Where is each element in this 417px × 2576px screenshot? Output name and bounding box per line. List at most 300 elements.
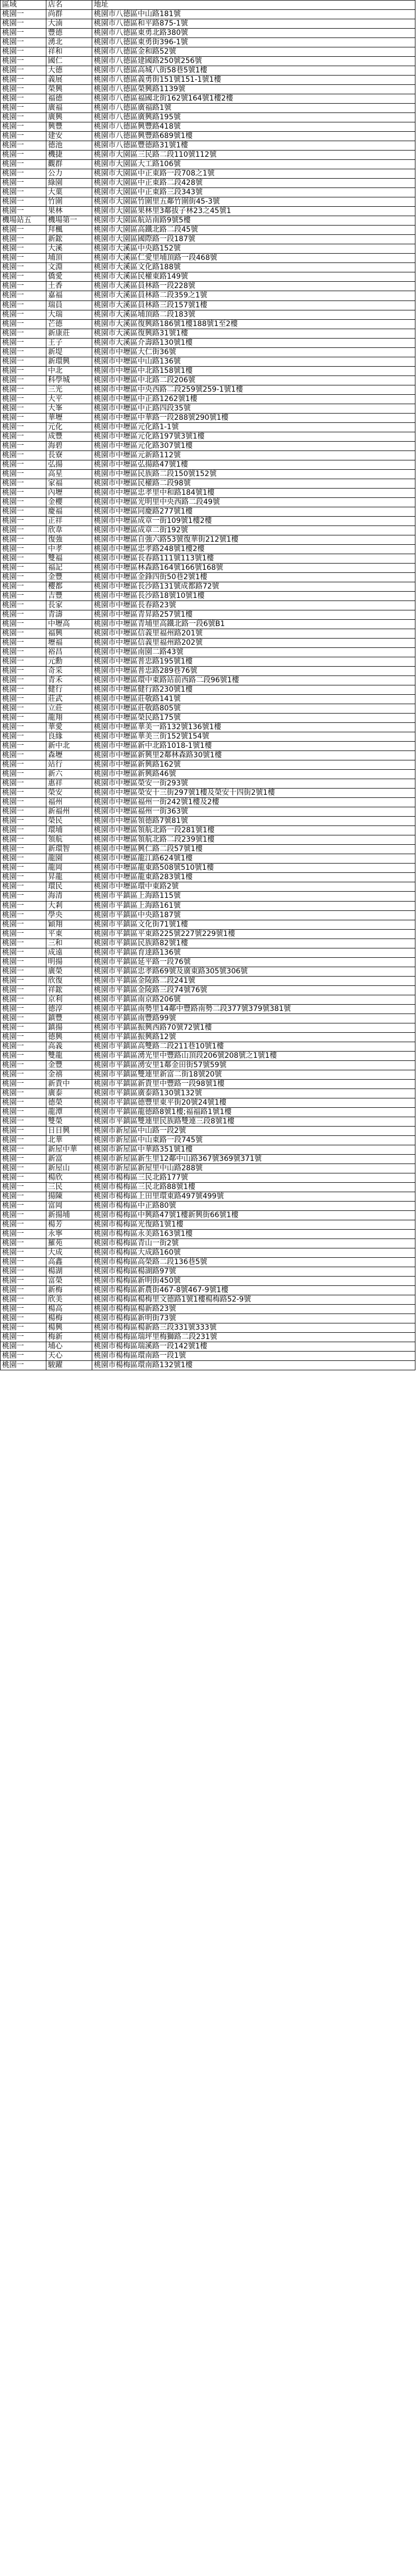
area-cell: 桃園一 — [1, 1361, 46, 1370]
store-name-cell: 福州 — [46, 798, 92, 807]
store-name-cell: 富岡 — [46, 1202, 92, 1211]
area-cell: 桃園一 — [1, 929, 46, 939]
store-name-cell: 科學城 — [46, 376, 92, 385]
table-row — [1, 685, 415, 695]
area-cell: 桃園一 — [1, 610, 46, 620]
address-cell: 桃園市楊梅區新明街450號 — [92, 1277, 415, 1286]
store-name-cell: 吉豐 — [46, 591, 92, 601]
address-cell: 桃園市楊梅區中興路47號1樓新興街66號1樓 — [92, 1211, 415, 1220]
table-row — [1, 892, 415, 901]
table-row — [1, 357, 415, 366]
store-name-cell: 成豐 — [46, 432, 92, 441]
store-name-cell: 慶福 — [46, 507, 92, 516]
table-row — [1, 639, 415, 648]
area-cell: 桃園一 — [1, 751, 46, 760]
address-cell: 桃園市新屋區中山東路一段745號 — [92, 1135, 415, 1145]
address-cell: 桃園市八德區興豐路689號1樓 — [92, 132, 415, 141]
address-cell: 桃園市中壢區信義里福州路201號 — [92, 629, 415, 639]
store-name-cell: 明揚 — [46, 957, 92, 967]
address-cell: 桃園市中壢區龍東路508號510號1樓 — [92, 864, 415, 873]
store-name-cell: 新六 — [46, 770, 92, 779]
store-name-cell: 觀群 — [46, 160, 92, 169]
area-cell: 桃園一 — [1, 385, 46, 394]
table-row — [1, 929, 415, 939]
address-cell: 桃園市大溪區中央路152號 — [92, 244, 415, 254]
area-cell: 桃園一 — [1, 798, 46, 807]
area-cell: 桃園一 — [1, 263, 46, 272]
store-name-cell: 大平 — [46, 394, 92, 404]
store-name-cell: 裕昌 — [46, 648, 92, 657]
address-cell: 桃園市中壢區興仁路二段57號1樓 — [92, 845, 415, 854]
table-row — [1, 1164, 415, 1173]
area-cell: 桃園一 — [1, 469, 46, 479]
table-row — [1, 310, 415, 319]
store-name-cell: 櫻都 — [46, 582, 92, 591]
store-name-cell: 德池 — [46, 141, 92, 151]
table-row — [1, 404, 415, 413]
table-row — [1, 1361, 415, 1370]
area-cell: 桃園一 — [1, 1239, 46, 1248]
table-row — [1, 1079, 415, 1089]
table-row — [1, 544, 415, 554]
address-cell: 桃園市中壢區普忠路289巷76號 — [92, 667, 415, 676]
area-cell: 桃園一 — [1, 760, 46, 770]
table-row — [1, 1267, 415, 1277]
address-cell: 桃園市大溪區復興路186號1樓188號1至2樓 — [92, 319, 415, 329]
area-cell: 桃園一 — [1, 629, 46, 639]
table-row — [1, 910, 415, 920]
address-cell: 桃園市中壢區龍江路624號1樓 — [92, 854, 415, 864]
store-name-cell: 嘉福 — [46, 291, 92, 301]
area-cell: 桃園一 — [1, 967, 46, 976]
table-row — [1, 113, 415, 122]
address-cell: 桃園市楊梅區環南路一段1號 — [92, 1352, 415, 1361]
address-cell: 桃園市中壢區中北路二段206號 — [92, 376, 415, 385]
address-cell: 桃園市中壢區榮安一街293號 — [92, 779, 415, 789]
table-row — [1, 563, 415, 572]
store-name-cell: 環埔 — [46, 826, 92, 835]
area-cell: 桃園一 — [1, 1089, 46, 1098]
area-cell: 桃園一 — [1, 1079, 46, 1089]
table-row — [1, 394, 415, 404]
address-cell: 桃園市大溪區埔頂路二段183號 — [92, 310, 415, 319]
address-cell: 桃園市中壢區健行路230號1樓 — [92, 685, 415, 695]
address-cell: 桃園市大溪區介壽路130號1樓 — [92, 338, 415, 347]
area-cell: 桃園一 — [1, 329, 46, 338]
table-row — [1, 516, 415, 526]
table-row — [1, 451, 415, 460]
address-cell: 桃園市楊梅區環南路132號1樓 — [92, 1361, 415, 1370]
address-cell: 桃園市中壢區林森路164號166號168號 — [92, 563, 415, 572]
store-name-cell: 王子 — [46, 338, 92, 347]
address-cell: 桃園市大溪區民權東路149號 — [92, 272, 415, 282]
store-name-cell: 國仁 — [46, 57, 92, 66]
address-cell: 桃園市中壢區元化路1-1號 — [92, 422, 415, 432]
area-cell: 桃園一 — [1, 1117, 46, 1126]
area-cell: 桃園一 — [1, 1154, 46, 1164]
address-cell: 桃園市大園區高鐵北路二段45號 — [92, 226, 415, 235]
store-name-cell: 三民 — [46, 1182, 92, 1192]
address-cell: 桃園市中壢區長沙路18號10號1樓 — [92, 591, 415, 601]
area-cell: 桃園一 — [1, 47, 46, 57]
area-cell: 桃園一 — [1, 845, 46, 854]
table-row — [1, 216, 415, 226]
store-name-cell: 新揚埔 — [46, 1211, 92, 1220]
table-row — [1, 760, 415, 770]
area-cell: 桃園一 — [1, 1042, 46, 1051]
area-cell: 桃園一 — [1, 1014, 46, 1023]
store-name-cell: 竹圍 — [46, 197, 92, 207]
store-name-cell: 楊興 — [46, 1323, 92, 1333]
area-cell: 桃園一 — [1, 94, 46, 104]
table-row — [1, 845, 415, 854]
area-cell: 桃園一 — [1, 104, 46, 113]
address-cell: 桃園市中壢區民族路二段150號152號 — [92, 469, 415, 479]
table-row — [1, 807, 415, 817]
address-cell: 桃園市大園區中正東路二段428號 — [92, 179, 415, 188]
area-cell: 桃園一 — [1, 1070, 46, 1079]
area-cell: 桃園一 — [1, 19, 46, 29]
area-cell: 桃園一 — [1, 939, 46, 948]
store-name-cell: 金櫻 — [46, 497, 92, 507]
table-row — [1, 779, 415, 789]
table-row — [1, 1182, 415, 1192]
store-name-cell: 壢福 — [46, 639, 92, 648]
address-cell: 桃園市楊梅區三民北路177號 — [92, 1173, 415, 1182]
area-cell: 桃園一 — [1, 1173, 46, 1182]
store-name-cell: 文淵 — [46, 263, 92, 272]
header-store-name: 店名 — [46, 1, 92, 10]
area-cell: 桃園一 — [1, 1352, 46, 1361]
table-row — [1, 1220, 415, 1230]
table-row — [1, 244, 415, 254]
table-row — [1, 1305, 415, 1314]
area-cell: 桃園一 — [1, 244, 46, 254]
store-name-cell: 廣泰 — [46, 1089, 92, 1098]
address-cell: 桃園市平鎮區振興西路70號72號1樓 — [92, 1023, 415, 1032]
table-row — [1, 1051, 415, 1060]
store-name-cell: 日日興 — [46, 1126, 92, 1135]
table-row — [1, 235, 415, 244]
table-row — [1, 657, 415, 667]
store-name-cell: 奇采 — [46, 667, 92, 676]
store-name-cell: 土香 — [46, 282, 92, 291]
store-name-cell: 福德 — [46, 94, 92, 104]
area-cell: 桃園一 — [1, 1286, 46, 1295]
table-row — [1, 132, 415, 141]
area-cell: 桃園一 — [1, 732, 46, 742]
table-row — [1, 948, 415, 957]
address-cell: 桃園市楊梅區瑞溪路一段142號1樓 — [92, 1342, 415, 1352]
store-name-cell: 中壢高 — [46, 620, 92, 629]
area-cell: 桃園一 — [1, 920, 46, 929]
store-name-cell: 龍岡 — [46, 864, 92, 873]
store-name-cell: 義展 — [46, 76, 92, 85]
area-cell: 桃園一 — [1, 122, 46, 132]
store-name-cell: 大菓 — [46, 188, 92, 197]
store-name-cell: 中北 — [46, 366, 92, 376]
address-cell: 桃園市平鎮區金陵路三段74號76號 — [92, 985, 415, 995]
table-row — [1, 526, 415, 535]
area-cell: 桃園一 — [1, 113, 46, 122]
area-cell: 桃園一 — [1, 1277, 46, 1286]
store-name-cell: 新梅 — [46, 1286, 92, 1295]
area-cell: 桃園一 — [1, 1060, 46, 1070]
area-cell: 桃園一 — [1, 319, 46, 329]
area-cell: 桃園一 — [1, 1164, 46, 1173]
area-cell: 桃園一 — [1, 366, 46, 376]
area-cell: 桃園一 — [1, 1107, 46, 1117]
address-cell: 桃園市楊梅區新明街73號 — [92, 1314, 415, 1323]
table-row — [1, 66, 415, 76]
table-row — [1, 864, 415, 873]
table-row — [1, 413, 415, 422]
table-row — [1, 291, 415, 301]
table-row — [1, 854, 415, 864]
area-cell: 桃園一 — [1, 742, 46, 751]
store-name-cell: 元化 — [46, 422, 92, 432]
table-row — [1, 1117, 415, 1126]
area-cell: 桃園一 — [1, 226, 46, 235]
address-cell: 桃園市中壢區中正路1262號1樓 — [92, 394, 415, 404]
area-cell: 桃園一 — [1, 723, 46, 732]
store-name-cell: 金禧 — [46, 1070, 92, 1079]
store-name-cell: 內壢 — [46, 488, 92, 497]
address-cell: 桃園市大溪區員林路三段157號1樓 — [92, 301, 415, 310]
address-cell: 桃園市中壢區青昇路257號1樓 — [92, 610, 415, 620]
area-cell: 桃園一 — [1, 38, 46, 47]
store-name-cell: 德榮 — [46, 1098, 92, 1107]
area-cell: 桃園一 — [1, 507, 46, 516]
table-row — [1, 376, 415, 385]
address-cell: 桃園市八德區高城八街58巷5號1樓 — [92, 66, 415, 76]
area-cell: 桃園一 — [1, 1305, 46, 1314]
store-name-cell: 鎮揚 — [46, 1023, 92, 1032]
table-row — [1, 751, 415, 760]
area-cell: 桃園一 — [1, 1295, 46, 1305]
area-cell: 桃園一 — [1, 1258, 46, 1267]
area-cell: 桃園一 — [1, 272, 46, 282]
address-cell: 桃園市八德區中山路181號 — [92, 10, 415, 19]
table-row — [1, 1173, 415, 1182]
store-name-cell: 海碧 — [46, 441, 92, 451]
store-name-cell: 華壢 — [46, 413, 92, 422]
table-row — [1, 882, 415, 892]
address-cell: 桃園市大溪區員林路二段359之1號 — [92, 291, 415, 301]
table-row — [1, 667, 415, 676]
address-cell: 桃園市中壢區中正路四段35號 — [92, 404, 415, 413]
table-row — [1, 272, 415, 282]
table-row — [1, 282, 415, 291]
table-row — [1, 122, 415, 132]
store-name-cell: 新福州 — [46, 807, 92, 817]
address-cell: 桃園市大園區大工路106號 — [92, 160, 415, 169]
store-name-cell: 正祥 — [46, 516, 92, 526]
area-cell: 桃園一 — [1, 995, 46, 1004]
area-cell: 桃園一 — [1, 460, 46, 469]
address-cell: 桃園市平鎮區延平路一段76號 — [92, 957, 415, 967]
table-row — [1, 151, 415, 160]
table-row — [1, 1286, 415, 1295]
address-cell: 桃園市楊梅區高榮路二段136巷5號 — [92, 1258, 415, 1267]
store-name-cell: 家福 — [46, 479, 92, 488]
address-cell: 桃園市楊梅區永美路163號1樓 — [92, 1230, 415, 1239]
address-cell: 桃園市中壢區新中北路1018-1號1樓 — [92, 742, 415, 751]
store-name-cell: 大瑞 — [46, 310, 92, 319]
area-cell: 桃園一 — [1, 1192, 46, 1201]
area-cell: 桃園一 — [1, 451, 46, 460]
area-cell: 桃園一 — [1, 770, 46, 779]
table-row — [1, 610, 415, 620]
area-cell: 桃園一 — [1, 714, 46, 723]
store-name-cell: 梅新 — [46, 1333, 92, 1342]
address-cell: 桃園市中壢區福州一街242號1樓及2樓 — [92, 798, 415, 807]
table-row — [1, 1089, 415, 1098]
address-cell: 桃園市八德區豐德路31號1樓 — [92, 141, 415, 151]
table-row — [1, 160, 415, 169]
area-cell: 桃園一 — [1, 620, 46, 629]
address-cell: 桃園市中壢區長春路111號113號1樓 — [92, 554, 415, 563]
address-cell: 桃園市中壢區領航北路二段239號1樓 — [92, 835, 415, 845]
store-name-cell: 榮安 — [46, 789, 92, 798]
store-name-cell: 大德 — [46, 66, 92, 76]
area-cell: 桃園一 — [1, 66, 46, 76]
table-row — [1, 535, 415, 544]
address-cell: 桃園市平鎮區忠孝路69號及廣東路305號306號 — [92, 967, 415, 976]
address-cell: 桃園市楊梅區楊湖路97號 — [92, 1267, 415, 1277]
area-cell: 桃園一 — [1, 132, 46, 141]
area-cell: 桃園一 — [1, 976, 46, 985]
table-row — [1, 601, 415, 610]
address-cell: 桃園市中壢區自強六路53號復華街212號1樓 — [92, 535, 415, 544]
area-cell: 桃園一 — [1, 254, 46, 263]
store-name-cell: 京利 — [46, 995, 92, 1004]
table-row — [1, 94, 415, 104]
store-name-cell: 富榮 — [46, 1277, 92, 1286]
store-name-cell: 羅苑 — [46, 1239, 92, 1248]
area-cell: 桃園一 — [1, 1023, 46, 1032]
table-row — [1, 826, 415, 835]
store-name-cell: 森壢 — [46, 751, 92, 760]
address-cell: 桃園市平鎮區中央路187號 — [92, 910, 415, 920]
table-row — [1, 985, 415, 995]
address-cell: 桃園市中壢區龍東路283號1樓 — [92, 873, 415, 882]
area-cell: 桃園一 — [1, 310, 46, 319]
area-cell: 桃園一 — [1, 648, 46, 657]
table-row — [1, 338, 415, 347]
address-cell: 桃園市平鎮區湧安里1鄰金田街57號59號 — [92, 1060, 415, 1070]
table-row — [1, 1211, 415, 1220]
table-row — [1, 1323, 415, 1333]
address-cell: 桃園市中壢區長沙路131號成都路72號 — [92, 582, 415, 591]
address-cell: 桃園市平鎮區南勢里14鄰中豐路南勢二段377號379號381號 — [92, 1004, 415, 1014]
address-cell: 桃園市中壢區新興里2鄰林森路30號1樓 — [92, 751, 415, 760]
table-row — [1, 732, 415, 742]
store-name-cell: 果林 — [46, 207, 92, 216]
area-cell: 桃園一 — [1, 948, 46, 957]
area-cell: 桃園一 — [1, 1211, 46, 1220]
table-row — [1, 319, 415, 329]
address-cell: 桃園市中壢區元新路112號 — [92, 451, 415, 460]
area-cell: 桃園一 — [1, 207, 46, 216]
address-cell: 桃園市平鎮區民族路82號1樓 — [92, 939, 415, 948]
table-row — [1, 47, 415, 57]
table-row — [1, 1135, 415, 1145]
area-cell: 桃園一 — [1, 779, 46, 789]
area-cell: 桃園一 — [1, 413, 46, 422]
address-cell: 桃園市中壢區華美一路132號136號1樓 — [92, 723, 415, 732]
address-cell: 桃園市平鎮區金陵路二段241號 — [92, 976, 415, 985]
store-name-cell: 三和 — [46, 939, 92, 948]
area-cell: 桃園一 — [1, 535, 46, 544]
store-name-cell: 立莊 — [46, 704, 92, 714]
store-name-cell: 大湳 — [46, 19, 92, 29]
address-cell: 桃園市大園區中正東路一段708之1號 — [92, 169, 415, 179]
store-name-cell: 成遠 — [46, 948, 92, 957]
address-cell: 桃園市中壢區中華路一段288號290號1樓 — [92, 413, 415, 422]
table-row — [1, 1342, 415, 1352]
address-cell: 桃園市中壢區莊敬路805號 — [92, 704, 415, 714]
store-name-cell: 復強 — [46, 535, 92, 544]
store-name-cell: 楊欣 — [46, 1173, 92, 1182]
address-cell: 桃園市中壢區普忠路195號1樓 — [92, 657, 415, 667]
area-cell: 桃園一 — [1, 169, 46, 179]
table-row — [1, 967, 415, 976]
table-row — [1, 676, 415, 685]
store-name-cell: 欣復 — [46, 976, 92, 985]
table-row — [1, 995, 415, 1004]
store-name-cell: 綠園 — [46, 179, 92, 188]
store-name-cell: 三光 — [46, 385, 92, 394]
table-row — [1, 1014, 415, 1023]
store-name-cell: 欣美 — [46, 1295, 92, 1305]
store-name-cell: 廣福 — [46, 104, 92, 113]
address-cell: 桃園市中壢區領德路7號81號 — [92, 817, 415, 826]
address-cell: 桃園市中壢區成章二街192號 — [92, 526, 415, 535]
table-row — [1, 85, 415, 94]
store-name-cell: 元勳 — [46, 657, 92, 667]
area-cell: 桃園一 — [1, 179, 46, 188]
address-cell: 桃園市中壢區信義里福州路202號 — [92, 639, 415, 648]
store-name-cell: 龍翔 — [46, 714, 92, 723]
store-name-cell: 中孝 — [46, 544, 92, 554]
store-name-cell: 福興 — [46, 629, 92, 639]
table-row — [1, 1098, 415, 1107]
address-cell: 桃園市八德區建國路250號256號 — [92, 57, 415, 66]
address-cell: 桃園市楊梅區三民北路88號1樓 — [92, 1182, 415, 1192]
area-cell: 桃園一 — [1, 704, 46, 714]
area-cell: 桃園一 — [1, 1032, 46, 1042]
table-row — [1, 301, 415, 310]
address-cell: 桃園市新屋區新生里12鄰中山路367號369號371號 — [92, 1154, 415, 1164]
area-cell: 桃園一 — [1, 488, 46, 497]
store-name-cell: 雙榮 — [46, 1117, 92, 1126]
address-cell: 桃園市平鎮區振興路12號 — [92, 1032, 415, 1042]
address-cell: 桃園市中壢區青埔里高鐵北路一段6號B1 — [92, 620, 415, 629]
area-cell: 桃園一 — [1, 197, 46, 207]
table-row — [1, 1230, 415, 1239]
store-name-cell: 良緣 — [46, 732, 92, 742]
store-name-cell: 大峯 — [46, 404, 92, 413]
store-name-cell: 新康莊 — [46, 329, 92, 338]
area-cell: 桃園一 — [1, 910, 46, 920]
store-name-cell: 新屋中華 — [46, 1145, 92, 1154]
table-row — [1, 1060, 415, 1070]
store-name-cell: 平東 — [46, 929, 92, 939]
table-row — [1, 169, 415, 179]
area-cell: 桃園一 — [1, 826, 46, 835]
address-cell: 桃園市中壢區環中東路站前西路二段96號1樓 — [92, 676, 415, 685]
